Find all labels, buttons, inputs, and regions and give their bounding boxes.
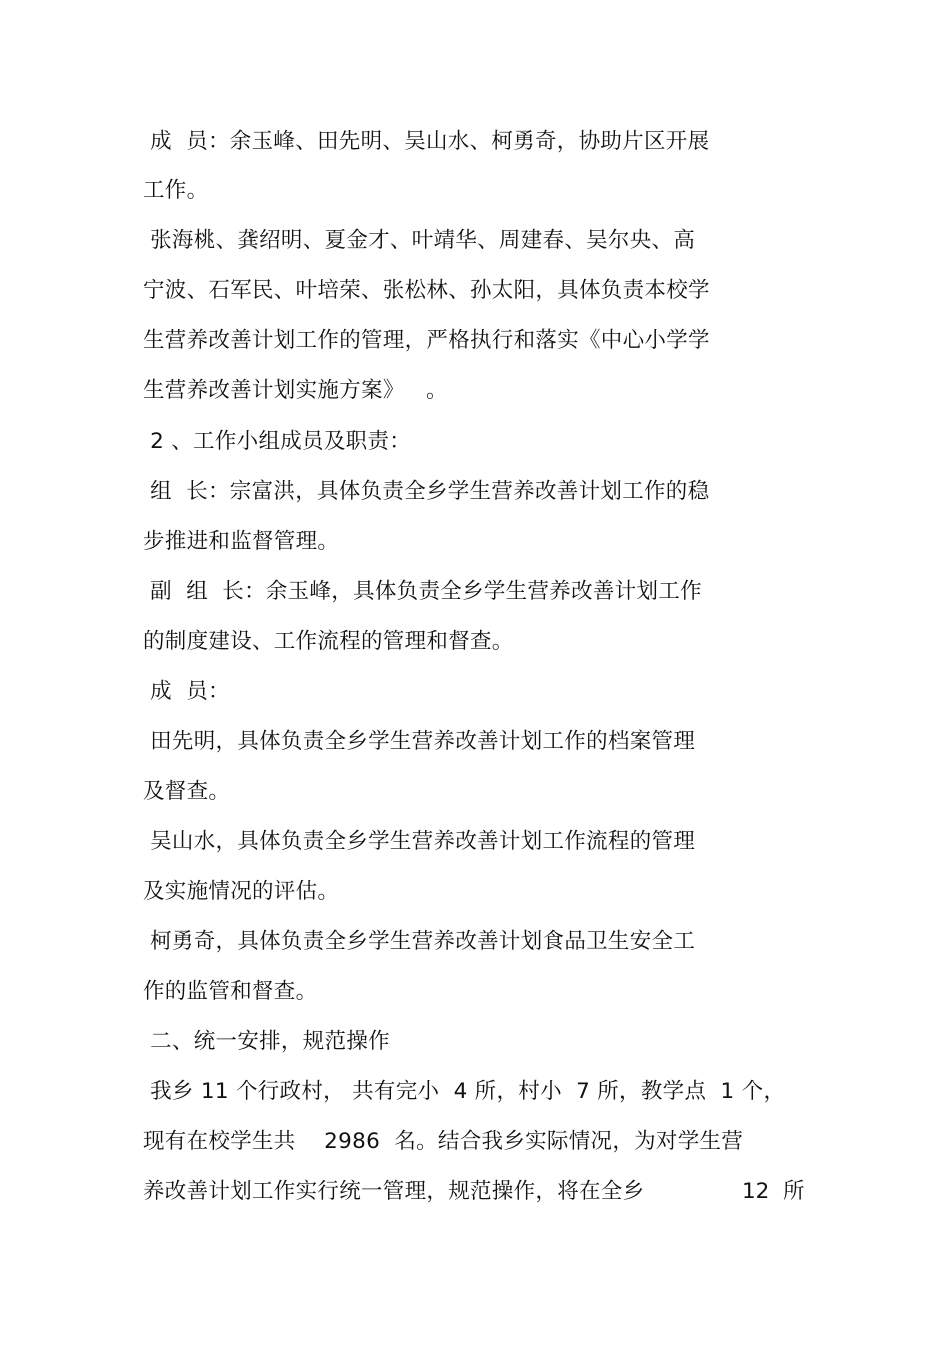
text-line: 现有在校学生共 2986 名。结合我乡实际情况，为对学生营 bbox=[143, 1129, 744, 1154]
text-line: 副 组 长：余玉峰，具体负责全乡学生营养改善计划工作 bbox=[143, 579, 702, 604]
text-line: 柯勇奇，具体负责全乡学生营养改善计划食品卫生安全工 bbox=[143, 929, 696, 954]
text-line: 生营养改善计划实施方案》 。 bbox=[143, 378, 448, 403]
text-line: 张海桃、龚绍明、夏金才、叶靖华、周建春、吴尔央、高 bbox=[143, 228, 696, 253]
text-line: 养改善计划工作实行统一管理，规范操作，将在全乡 bbox=[143, 1179, 645, 1204]
text-line: 田先明，具体负责全乡学生营养改善计划工作的档案管理 bbox=[143, 729, 696, 754]
text-line-tail: 12 所 bbox=[742, 1179, 805, 1204]
text-line: 组 长：宗富洪，具体负责全乡学生营养改善计划工作的稳 bbox=[143, 479, 710, 504]
text-line: 的制度建设、工作流程的管理和督查。 bbox=[143, 629, 514, 654]
text-line: 成 员：余玉峰、田先明、吴山水、柯勇奇，协助片区开展 bbox=[143, 129, 710, 154]
text-line: 工作。 bbox=[143, 178, 209, 203]
text-line: 及实施情况的评估。 bbox=[143, 879, 340, 904]
text-line: 吴山水，具体负责全乡学生营养改善计划工作流程的管理 bbox=[143, 829, 696, 854]
text-line: 作的监管和督查。 bbox=[143, 979, 318, 1004]
text-line: 我乡 11 个行政村， 共有完小 4 所，村小 7 所，教学点 1 个， bbox=[143, 1079, 786, 1104]
text-line: 生营养改善计划工作的管理，严格执行和落实《中心小学学 bbox=[143, 328, 710, 353]
section-heading: 2 、工作小组成员及职责： bbox=[143, 429, 412, 454]
section-heading: 二、统一安排，规范操作 bbox=[143, 1029, 390, 1054]
text-line: 及督查。 bbox=[143, 779, 231, 804]
text-line: 步推进和监督管理。 bbox=[143, 529, 340, 554]
text-line: 宁波、石军民、叶培荣、张松林、孙太阳，具体负责本校学 bbox=[143, 278, 710, 303]
text-line: 成 员： bbox=[143, 679, 230, 704]
